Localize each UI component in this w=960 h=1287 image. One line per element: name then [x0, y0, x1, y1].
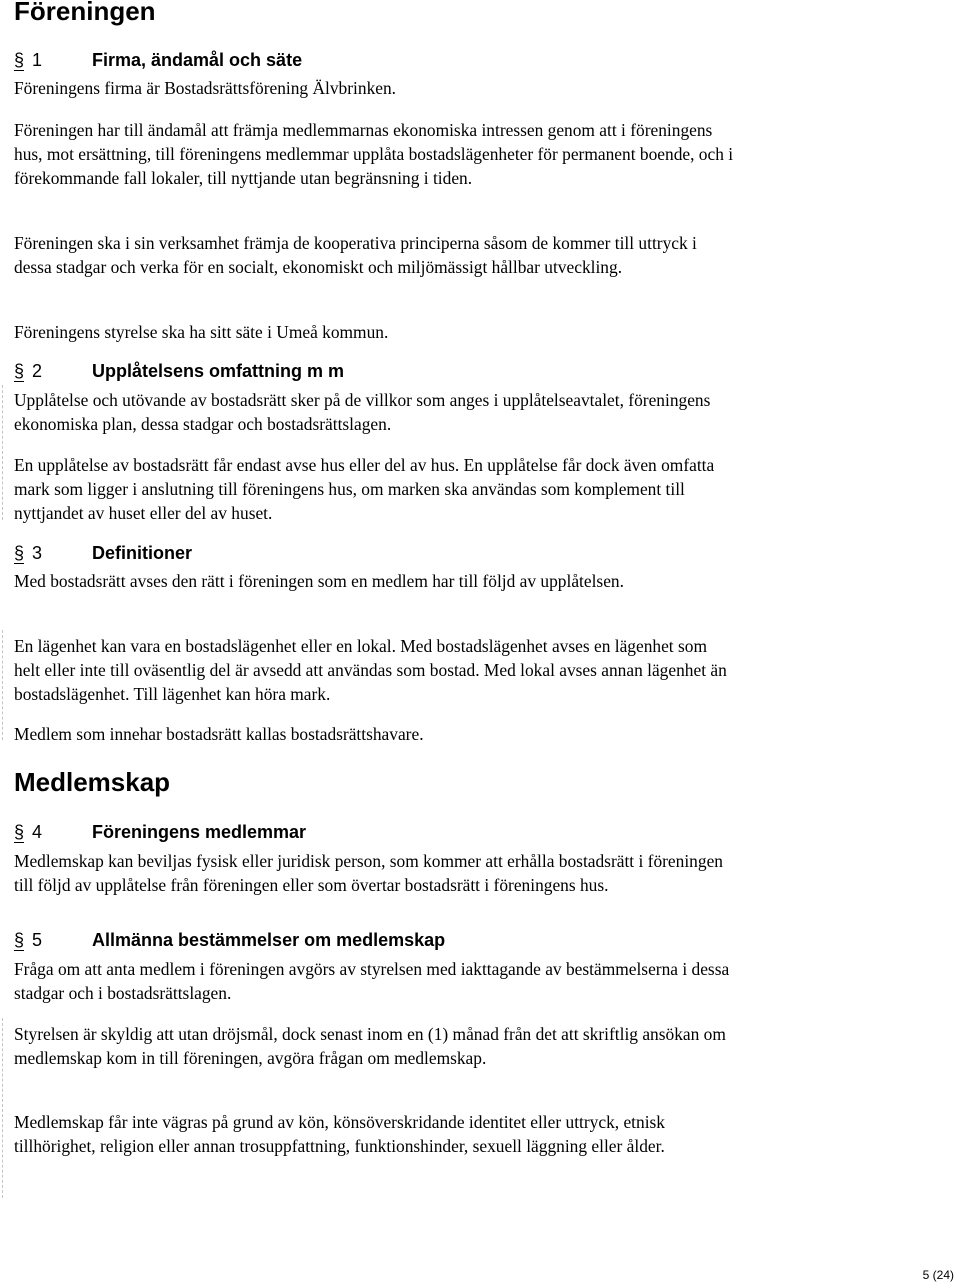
- section-number: 4: [32, 822, 43, 842]
- paragraph: Föreningen har till ändamål att främja medlemmarnas ekonomiska intressen genom att i föreningens hus, mot ersättning, till föreningens medlemmar upplåta bostadslägenheter för permanent boende, och i förekommande fall lokaler, till nyttjande utan begränsning i tiden.: [14, 120, 734, 188]
- paragraph: Föreningens firma är Bostadsrättsförening Älvbrinken.: [14, 78, 397, 98]
- section-symbol: §: [14, 543, 25, 563]
- section-heading-4: [14, 820, 306, 846]
- section-heading-3: [14, 541, 192, 567]
- change-bar: [2, 1018, 3, 1198]
- paragraph: Upplåtelse och utövande av bostadsrätt sker på de villkor som anges i upplåtelseavtalet, föreningens ekonomiska plan, dessa stadgar och bostadsrättslagen.: [14, 390, 711, 434]
- section-symbol: §: [14, 822, 25, 842]
- section-number: 1: [32, 50, 43, 70]
- paragraph: En upplåtelse av bostadsrätt får endast avse hus eller del av hus. En upplåtelse får dock även omfatta mark som ligger i anslutning till föreningens hus, om marken ska användas som komplement till nyttjandet av huset eller del av huset.: [14, 455, 715, 523]
- paragraph: En lägenhet kan vara en bostadslägenhet eller en lokal. Med bostadslägenhet avses en lägenhet som helt eller inte till oväsentlig del är avsedd att användas som bostad. Med lokal avses annan lägenhet än bostadslägenhet. Till lägenhet kan höra mark.: [14, 636, 727, 704]
- paragraph: Medlemskap kan beviljas fysisk eller juridisk person, som kommer att erhålla bostadsrätt i föreningen till följd av upplåtelse från föreningen eller som övertar bostadsrätt i föreningens hus.: [14, 851, 723, 895]
- page-number: 5 (24): [922, 1268, 954, 1282]
- paragraph: Styrelsen är skyldig att utan dröjsmål, dock senast inom en (1) månad från det att skriftlig ansökan om medlemskap kom in till föreningen, avgöra frågan om medlemskap.: [14, 1024, 726, 1068]
- section-heading-5: [14, 928, 445, 954]
- section-number: 2: [32, 361, 43, 381]
- section-symbol: §: [14, 361, 25, 381]
- section-title: Definitioner: [92, 543, 193, 563]
- change-bar: [2, 385, 3, 520]
- section-title: Föreningens medlemmar: [92, 822, 307, 842]
- section-symbol: §: [14, 50, 25, 70]
- section-number: 3: [32, 543, 43, 563]
- paragraph: Föreningen ska i sin verksamhet främja de kooperativa principerna såsom de kommer till uttryck i dessa stadgar och verka för en socialt, ekonomiskt och miljömässigt hållbar utveckling.: [14, 233, 697, 277]
- chapter-heading-foreningen: Föreningen: [14, 0, 156, 26]
- paragraph: Föreningens styrelse ska ha sitt säte i Umeå kommun.: [14, 322, 389, 342]
- chapter-heading-medlemskap: Medlemskap: [14, 767, 171, 797]
- section-heading-2: [14, 359, 344, 385]
- section-number: 5: [32, 930, 43, 950]
- section-heading-1: [14, 48, 302, 74]
- change-bar: [2, 630, 3, 740]
- section-title: Upplåtelsens omfattning m m: [92, 361, 345, 381]
- section-title: Allmänna bestämmelser om medlemskap: [92, 930, 446, 950]
- paragraph: Medlemskap får inte vägras på grund av kön, könsöverskridande identitet eller uttryck, etnisk tillhörighet, religion eller annan trosuppfattning, funktionshinder, sexuell läggning eller ålder.: [14, 1112, 665, 1156]
- section-symbol: §: [14, 930, 25, 950]
- section-title: Firma, ändamål och säte: [92, 50, 303, 70]
- paragraph: Med bostadsrätt avses den rätt i föreningen som en medlem har till följd av upplåtelsen.: [14, 571, 624, 591]
- paragraph: Medlem som innehar bostadsrätt kallas bostadsrättshavare.: [14, 724, 424, 744]
- paragraph: Fråga om att anta medlem i föreningen avgörs av styrelsen med iakttagande av bestämmelserna i dessa stadgar och i bostadsrättslagen.: [14, 959, 730, 1003]
